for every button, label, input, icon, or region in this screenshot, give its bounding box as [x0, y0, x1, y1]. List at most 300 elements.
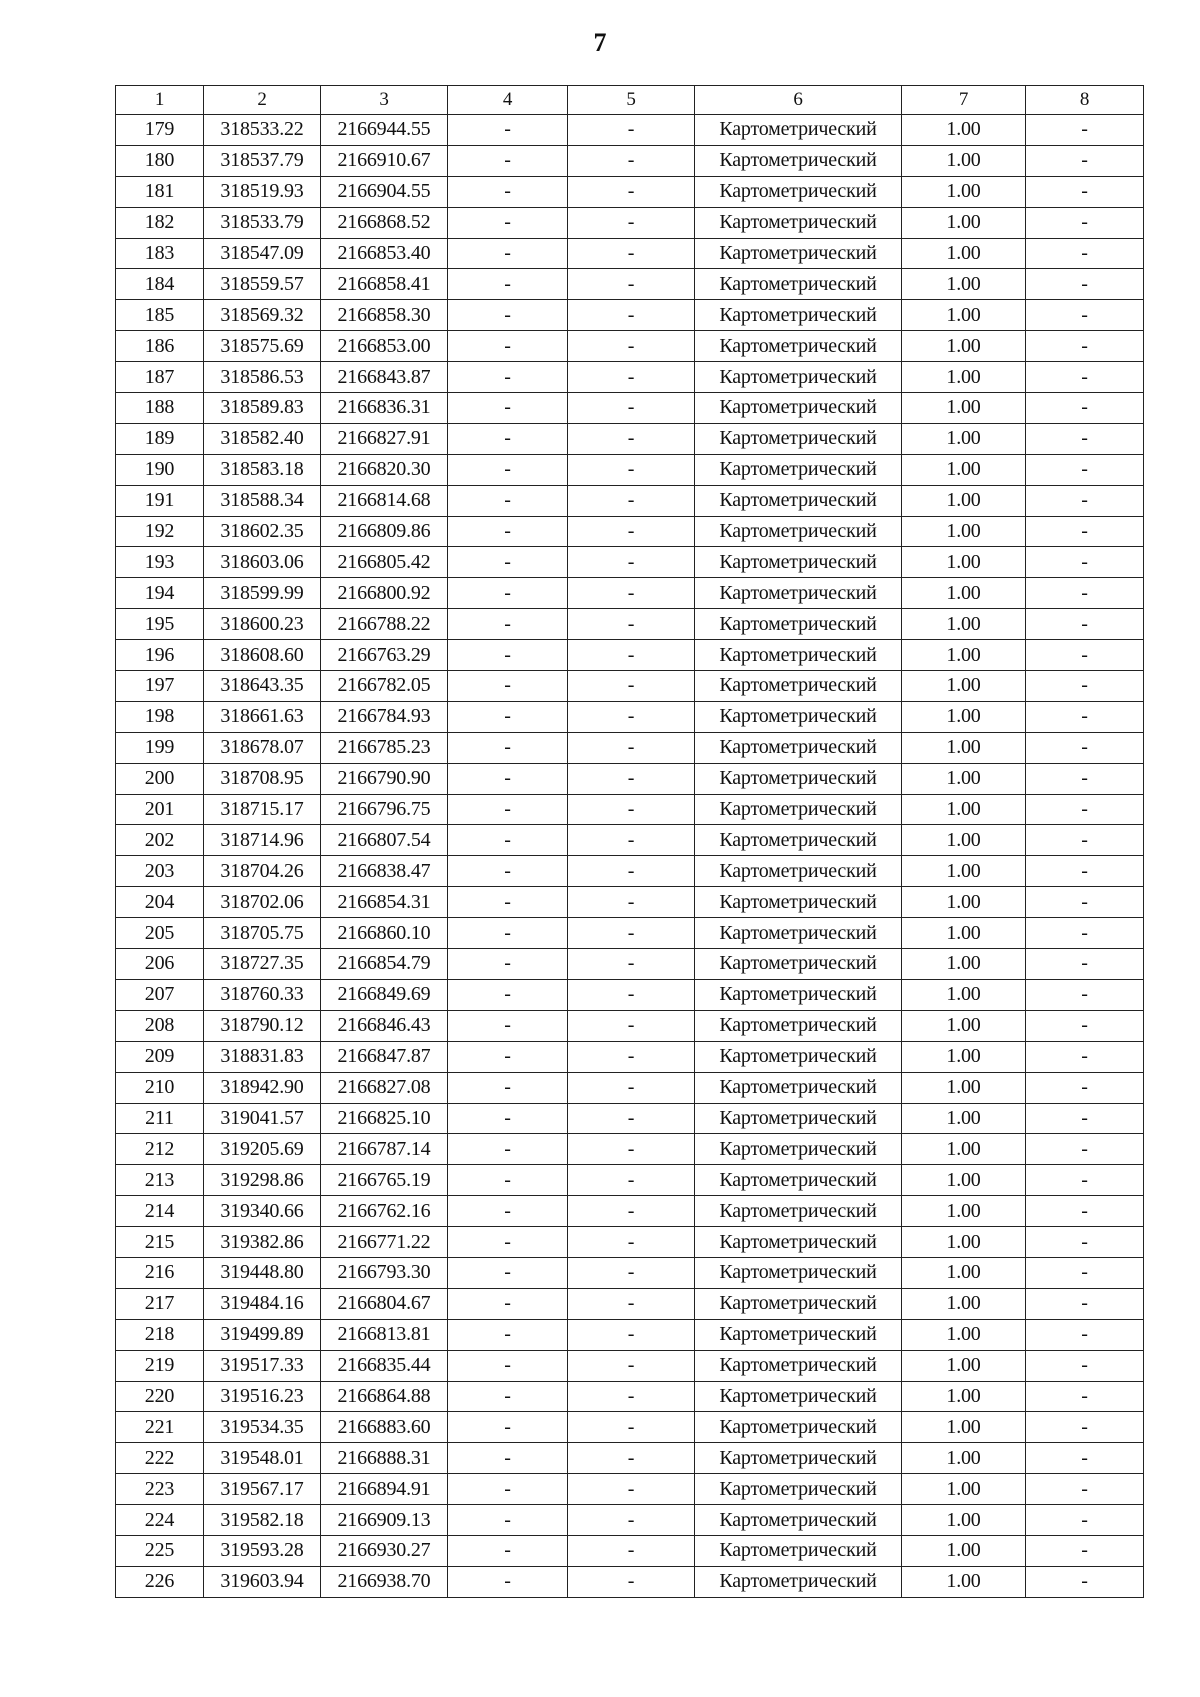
cell-coord-x: 319517.33 — [204, 1350, 321, 1381]
table-row — [116, 207, 1144, 238]
cell-coord-y: 2166883.60 — [321, 1412, 448, 1443]
cell-point-number: 211 — [116, 1103, 204, 1134]
table-row — [116, 1566, 1144, 1597]
column-header-6: 6 — [695, 86, 902, 115]
cell-col-8: - — [1026, 1072, 1144, 1103]
cell-coord-x: 318942.90 — [204, 1072, 321, 1103]
cell-col-5: - — [568, 640, 695, 671]
cell-col-4: - — [448, 393, 568, 424]
cell-col-4: - — [448, 949, 568, 980]
cell-coord-y: 2166771.22 — [321, 1227, 448, 1258]
column-header-7: 7 — [902, 86, 1026, 115]
cell-col-5: - — [568, 578, 695, 609]
cell-coord-y: 2166762.16 — [321, 1196, 448, 1227]
cell-coord-x: 319516.23 — [204, 1381, 321, 1412]
cell-col-4: - — [448, 1103, 568, 1134]
cell-col-5: - — [568, 856, 695, 887]
cell-col-4: - — [448, 918, 568, 949]
cell-accuracy: 1.00 — [902, 176, 1026, 207]
cell-col-5: - — [568, 393, 695, 424]
cell-coord-x: 319382.86 — [204, 1227, 321, 1258]
cell-col-5: - — [568, 1319, 695, 1350]
cell-col-4: - — [448, 454, 568, 485]
cell-point-number: 182 — [116, 207, 204, 238]
cell-coord-x: 319534.35 — [204, 1412, 321, 1443]
cell-col-5: - — [568, 207, 695, 238]
cell-method: Картометрический — [695, 331, 902, 362]
cell-coord-x: 318602.35 — [204, 516, 321, 547]
cell-accuracy: 1.00 — [902, 1288, 1026, 1319]
table-row — [116, 1103, 1144, 1134]
table-row — [116, 794, 1144, 825]
cell-col-4: - — [448, 362, 568, 393]
cell-col-5: - — [568, 825, 695, 856]
cell-accuracy: 1.00 — [902, 1134, 1026, 1165]
cell-point-number: 184 — [116, 269, 204, 300]
cell-col-5: - — [568, 949, 695, 980]
cell-col-5: - — [568, 763, 695, 794]
cell-col-4: - — [448, 269, 568, 300]
cell-col-8: - — [1026, 949, 1144, 980]
table-row — [116, 701, 1144, 732]
table-row — [116, 393, 1144, 424]
cell-coord-y: 2166854.79 — [321, 949, 448, 980]
cell-col-5: - — [568, 1288, 695, 1319]
cell-col-4: - — [448, 176, 568, 207]
cell-coord-y: 2166858.30 — [321, 300, 448, 331]
cell-method: Картометрический — [695, 1134, 902, 1165]
column-header-5: 5 — [568, 86, 695, 115]
cell-col-5: - — [568, 1257, 695, 1288]
cell-coord-y: 2166813.81 — [321, 1319, 448, 1350]
cell-col-8: - — [1026, 331, 1144, 362]
cell-coord-y: 2166910.67 — [321, 145, 448, 176]
cell-method: Картометрический — [695, 176, 902, 207]
cell-point-number: 220 — [116, 1381, 204, 1412]
cell-coord-y: 2166846.43 — [321, 1010, 448, 1041]
cell-method: Картометрический — [695, 949, 902, 980]
cell-col-4: - — [448, 300, 568, 331]
cell-accuracy: 1.00 — [902, 207, 1026, 238]
cell-method: Картометрический — [695, 1010, 902, 1041]
cell-accuracy: 1.00 — [902, 671, 1026, 702]
cell-col-4: - — [448, 115, 568, 146]
cell-method: Картометрический — [695, 578, 902, 609]
cell-accuracy: 1.00 — [902, 640, 1026, 671]
cell-col-5: - — [568, 609, 695, 640]
cell-coord-y: 2166782.05 — [321, 671, 448, 702]
cell-accuracy: 1.00 — [902, 1319, 1026, 1350]
cell-coord-y: 2166864.88 — [321, 1381, 448, 1412]
cell-col-4: - — [448, 1134, 568, 1165]
cell-accuracy: 1.00 — [902, 1381, 1026, 1412]
column-header-4: 4 — [448, 86, 568, 115]
cell-point-number: 223 — [116, 1474, 204, 1505]
cell-col-4: - — [448, 1443, 568, 1474]
cell-accuracy: 1.00 — [902, 1165, 1026, 1196]
cell-coord-y: 2166888.31 — [321, 1443, 448, 1474]
cell-method: Картометрический — [695, 979, 902, 1010]
cell-accuracy: 1.00 — [902, 701, 1026, 732]
cell-col-4: - — [448, 238, 568, 269]
column-header-3: 3 — [321, 86, 448, 115]
cell-coord-x: 318600.23 — [204, 609, 321, 640]
table-row — [116, 640, 1144, 671]
table-row — [116, 578, 1144, 609]
cell-point-number: 193 — [116, 547, 204, 578]
cell-coord-x: 319340.66 — [204, 1196, 321, 1227]
cell-col-5: - — [568, 1041, 695, 1072]
cell-coord-x: 318702.06 — [204, 887, 321, 918]
cell-point-number: 222 — [116, 1443, 204, 1474]
cell-coord-y: 2166805.42 — [321, 547, 448, 578]
cell-method: Картометрический — [695, 1196, 902, 1227]
cell-col-8: - — [1026, 547, 1144, 578]
cell-col-4: - — [448, 1227, 568, 1258]
table-row — [116, 1288, 1144, 1319]
cell-coord-y: 2166790.90 — [321, 763, 448, 794]
cell-col-8: - — [1026, 1350, 1144, 1381]
cell-accuracy: 1.00 — [902, 732, 1026, 763]
cell-col-5: - — [568, 454, 695, 485]
cell-coord-x: 318678.07 — [204, 732, 321, 763]
cell-coord-x: 318582.40 — [204, 423, 321, 454]
cell-point-number: 216 — [116, 1257, 204, 1288]
cell-point-number: 213 — [116, 1165, 204, 1196]
cell-point-number: 188 — [116, 393, 204, 424]
table-row — [116, 1319, 1144, 1350]
table-row — [116, 1443, 1144, 1474]
cell-method: Картометрический — [695, 1566, 902, 1597]
cell-col-4: - — [448, 145, 568, 176]
cell-col-8: - — [1026, 732, 1144, 763]
cell-method: Картометрический — [695, 269, 902, 300]
cell-accuracy: 1.00 — [902, 1474, 1026, 1505]
cell-coord-y: 2166847.87 — [321, 1041, 448, 1072]
cell-col-8: - — [1026, 671, 1144, 702]
cell-method: Картометрический — [695, 825, 902, 856]
cell-coord-x: 319593.28 — [204, 1535, 321, 1566]
cell-method: Картометрический — [695, 1257, 902, 1288]
cell-point-number: 221 — [116, 1412, 204, 1443]
table-row — [116, 516, 1144, 547]
cell-point-number: 204 — [116, 887, 204, 918]
cell-col-4: - — [448, 1535, 568, 1566]
cell-coord-y: 2166868.52 — [321, 207, 448, 238]
cell-col-4: - — [448, 609, 568, 640]
cell-col-4: - — [448, 1381, 568, 1412]
cell-col-4: - — [448, 207, 568, 238]
cell-point-number: 203 — [116, 856, 204, 887]
cell-coord-x: 318533.79 — [204, 207, 321, 238]
table-row — [116, 949, 1144, 980]
cell-coord-x: 318704.26 — [204, 856, 321, 887]
cell-col-8: - — [1026, 454, 1144, 485]
cell-method: Картометрический — [695, 516, 902, 547]
cell-method: Картометрический — [695, 887, 902, 918]
cell-col-8: - — [1026, 362, 1144, 393]
cell-accuracy: 1.00 — [902, 887, 1026, 918]
cell-accuracy: 1.00 — [902, 238, 1026, 269]
cell-point-number: 209 — [116, 1041, 204, 1072]
column-header-2: 2 — [204, 86, 321, 115]
cell-col-4: - — [448, 732, 568, 763]
cell-accuracy: 1.00 — [902, 1505, 1026, 1536]
cell-coord-y: 2166860.10 — [321, 918, 448, 949]
cell-method: Картометрический — [695, 640, 902, 671]
cell-method: Картометрический — [695, 794, 902, 825]
cell-coord-x: 318608.60 — [204, 640, 321, 671]
table-row — [116, 887, 1144, 918]
cell-coord-x: 318547.09 — [204, 238, 321, 269]
cell-col-8: - — [1026, 609, 1144, 640]
cell-method: Картометрический — [695, 1288, 902, 1319]
cell-point-number: 200 — [116, 763, 204, 794]
cell-coord-x: 318537.79 — [204, 145, 321, 176]
cell-point-number: 181 — [116, 176, 204, 207]
cell-method: Картометрический — [695, 145, 902, 176]
cell-accuracy: 1.00 — [902, 763, 1026, 794]
cell-accuracy: 1.00 — [902, 1103, 1026, 1134]
column-header-8: 8 — [1026, 86, 1144, 115]
cell-accuracy: 1.00 — [902, 979, 1026, 1010]
cell-col-8: - — [1026, 1381, 1144, 1412]
cell-col-5: - — [568, 1350, 695, 1381]
cell-col-8: - — [1026, 887, 1144, 918]
cell-col-5: - — [568, 547, 695, 578]
cell-coord-y: 2166849.69 — [321, 979, 448, 1010]
table-row — [116, 671, 1144, 702]
table-row — [116, 1535, 1144, 1566]
cell-coord-y: 2166894.91 — [321, 1474, 448, 1505]
cell-coord-y: 2166793.30 — [321, 1257, 448, 1288]
table-row — [116, 1072, 1144, 1103]
cell-col-4: - — [448, 423, 568, 454]
cell-coord-y: 2166765.19 — [321, 1165, 448, 1196]
table-row — [116, 732, 1144, 763]
cell-col-4: - — [448, 1412, 568, 1443]
cell-accuracy: 1.00 — [902, 1412, 1026, 1443]
table-row — [116, 176, 1144, 207]
cell-col-4: - — [448, 887, 568, 918]
cell-col-8: - — [1026, 1257, 1144, 1288]
cell-coord-y: 2166763.29 — [321, 640, 448, 671]
cell-method: Картометрический — [695, 115, 902, 146]
cell-method: Картометрический — [695, 1041, 902, 1072]
cell-accuracy: 1.00 — [902, 331, 1026, 362]
cell-col-8: - — [1026, 1103, 1144, 1134]
cell-accuracy: 1.00 — [902, 269, 1026, 300]
cell-coord-x: 318559.57 — [204, 269, 321, 300]
cell-accuracy: 1.00 — [902, 1072, 1026, 1103]
cell-coord-x: 319205.69 — [204, 1134, 321, 1165]
cell-accuracy: 1.00 — [902, 609, 1026, 640]
table-row — [116, 825, 1144, 856]
cell-col-4: - — [448, 1319, 568, 1350]
cell-coord-x: 319041.57 — [204, 1103, 321, 1134]
cell-coord-x: 318715.17 — [204, 794, 321, 825]
table-row — [116, 145, 1144, 176]
cell-method: Картометрический — [695, 362, 902, 393]
cell-coord-y: 2166827.91 — [321, 423, 448, 454]
cell-coord-x: 318533.22 — [204, 115, 321, 146]
cell-col-4: - — [448, 1010, 568, 1041]
cell-coord-y: 2166854.31 — [321, 887, 448, 918]
cell-method: Картометрический — [695, 1072, 902, 1103]
cell-col-4: - — [448, 1196, 568, 1227]
cell-coord-y: 2166800.92 — [321, 578, 448, 609]
cell-coord-y: 2166938.70 — [321, 1566, 448, 1597]
cell-col-5: - — [568, 331, 695, 362]
cell-point-number: 210 — [116, 1072, 204, 1103]
table-row — [116, 1505, 1144, 1536]
cell-accuracy: 1.00 — [902, 1041, 1026, 1072]
cell-col-8: - — [1026, 176, 1144, 207]
cell-col-5: - — [568, 1072, 695, 1103]
cell-point-number: 191 — [116, 485, 204, 516]
table-row — [116, 547, 1144, 578]
cell-col-8: - — [1026, 578, 1144, 609]
cell-method: Картометрический — [695, 1474, 902, 1505]
cell-point-number: 214 — [116, 1196, 204, 1227]
cell-coord-x: 318599.99 — [204, 578, 321, 609]
cell-coord-y: 2166930.27 — [321, 1535, 448, 1566]
cell-coord-y: 2166836.31 — [321, 393, 448, 424]
cell-col-5: - — [568, 238, 695, 269]
table-row — [116, 1041, 1144, 1072]
cell-method: Картометрический — [695, 1381, 902, 1412]
cell-col-8: - — [1026, 1535, 1144, 1566]
cell-method: Картометрический — [695, 671, 902, 702]
cell-method: Картометрический — [695, 207, 902, 238]
cell-point-number: 207 — [116, 979, 204, 1010]
cell-point-number: 217 — [116, 1288, 204, 1319]
cell-col-5: - — [568, 145, 695, 176]
cell-method: Картометрический — [695, 1535, 902, 1566]
table-row — [116, 609, 1144, 640]
cell-method: Картометрический — [695, 1443, 902, 1474]
cell-coord-y: 2166820.30 — [321, 454, 448, 485]
cell-col-8: - — [1026, 1412, 1144, 1443]
cell-accuracy: 1.00 — [902, 1350, 1026, 1381]
cell-coord-y: 2166809.86 — [321, 516, 448, 547]
cell-col-4: - — [448, 331, 568, 362]
cell-col-8: - — [1026, 485, 1144, 516]
cell-coord-y: 2166853.00 — [321, 331, 448, 362]
cell-accuracy: 1.00 — [902, 825, 1026, 856]
cell-coord-y: 2166825.10 — [321, 1103, 448, 1134]
cell-col-5: - — [568, 300, 695, 331]
cell-col-4: - — [448, 640, 568, 671]
cell-point-number: 179 — [116, 115, 204, 146]
cell-method: Картометрический — [695, 547, 902, 578]
cell-col-4: - — [448, 794, 568, 825]
cell-coord-x: 318519.93 — [204, 176, 321, 207]
cell-coord-x: 319582.18 — [204, 1505, 321, 1536]
cell-coord-x: 319484.16 — [204, 1288, 321, 1319]
cell-method: Картометрический — [695, 1350, 902, 1381]
cell-col-8: - — [1026, 1474, 1144, 1505]
table-row — [116, 1412, 1144, 1443]
table-row — [116, 1257, 1144, 1288]
cell-col-5: - — [568, 918, 695, 949]
cell-col-4: - — [448, 825, 568, 856]
cell-col-5: - — [568, 701, 695, 732]
table-row — [116, 1350, 1144, 1381]
cell-col-4: - — [448, 1350, 568, 1381]
cell-col-5: - — [568, 1165, 695, 1196]
cell-col-5: - — [568, 1134, 695, 1165]
cell-point-number: 226 — [116, 1566, 204, 1597]
cell-col-4: - — [448, 578, 568, 609]
cell-method: Картометрический — [695, 701, 902, 732]
cell-accuracy: 1.00 — [902, 1257, 1026, 1288]
cell-col-5: - — [568, 979, 695, 1010]
cell-col-8: - — [1026, 825, 1144, 856]
table-row — [116, 331, 1144, 362]
cell-col-8: - — [1026, 1505, 1144, 1536]
cell-col-4: - — [448, 1288, 568, 1319]
cell-col-8: - — [1026, 1443, 1144, 1474]
cell-col-5: - — [568, 887, 695, 918]
cell-col-8: - — [1026, 1319, 1144, 1350]
cell-coord-x: 318589.83 — [204, 393, 321, 424]
cell-coord-y: 2166827.08 — [321, 1072, 448, 1103]
cell-col-5: - — [568, 1010, 695, 1041]
cell-col-8: - — [1026, 115, 1144, 146]
cell-col-5: - — [568, 1196, 695, 1227]
cell-col-5: - — [568, 516, 695, 547]
cell-coord-y: 2166909.13 — [321, 1505, 448, 1536]
cell-coord-y: 2166804.67 — [321, 1288, 448, 1319]
cell-accuracy: 1.00 — [902, 1443, 1026, 1474]
cell-col-4: - — [448, 1165, 568, 1196]
table-row — [116, 979, 1144, 1010]
cell-accuracy: 1.00 — [902, 362, 1026, 393]
cell-method: Картометрический — [695, 856, 902, 887]
cell-col-4: - — [448, 979, 568, 1010]
cell-coord-x: 318661.63 — [204, 701, 321, 732]
cell-coord-x: 318790.12 — [204, 1010, 321, 1041]
cell-point-number: 197 — [116, 671, 204, 702]
cell-accuracy: 1.00 — [902, 1196, 1026, 1227]
cell-col-5: - — [568, 1474, 695, 1505]
cell-accuracy: 1.00 — [902, 1227, 1026, 1258]
cell-method: Картометрический — [695, 485, 902, 516]
cell-coord-y: 2166787.14 — [321, 1134, 448, 1165]
cell-accuracy: 1.00 — [902, 115, 1026, 146]
cell-coord-y: 2166944.55 — [321, 115, 448, 146]
cell-coord-y: 2166814.68 — [321, 485, 448, 516]
cell-coord-x: 318831.83 — [204, 1041, 321, 1072]
cell-coord-y: 2166843.87 — [321, 362, 448, 393]
table-row — [116, 1227, 1144, 1258]
cell-coord-y: 2166807.54 — [321, 825, 448, 856]
cell-coord-y: 2166785.23 — [321, 732, 448, 763]
cell-accuracy: 1.00 — [902, 516, 1026, 547]
cell-col-8: - — [1026, 207, 1144, 238]
cell-coord-y: 2166858.41 — [321, 269, 448, 300]
cell-accuracy: 1.00 — [902, 578, 1026, 609]
cell-coord-x: 318760.33 — [204, 979, 321, 1010]
table-row — [116, 1134, 1144, 1165]
cell-coord-x: 318714.96 — [204, 825, 321, 856]
cell-col-8: - — [1026, 918, 1144, 949]
cell-coord-y: 2166835.44 — [321, 1350, 448, 1381]
table-row — [116, 269, 1144, 300]
coordinates-table — [115, 85, 1144, 1598]
cell-col-8: - — [1026, 701, 1144, 732]
